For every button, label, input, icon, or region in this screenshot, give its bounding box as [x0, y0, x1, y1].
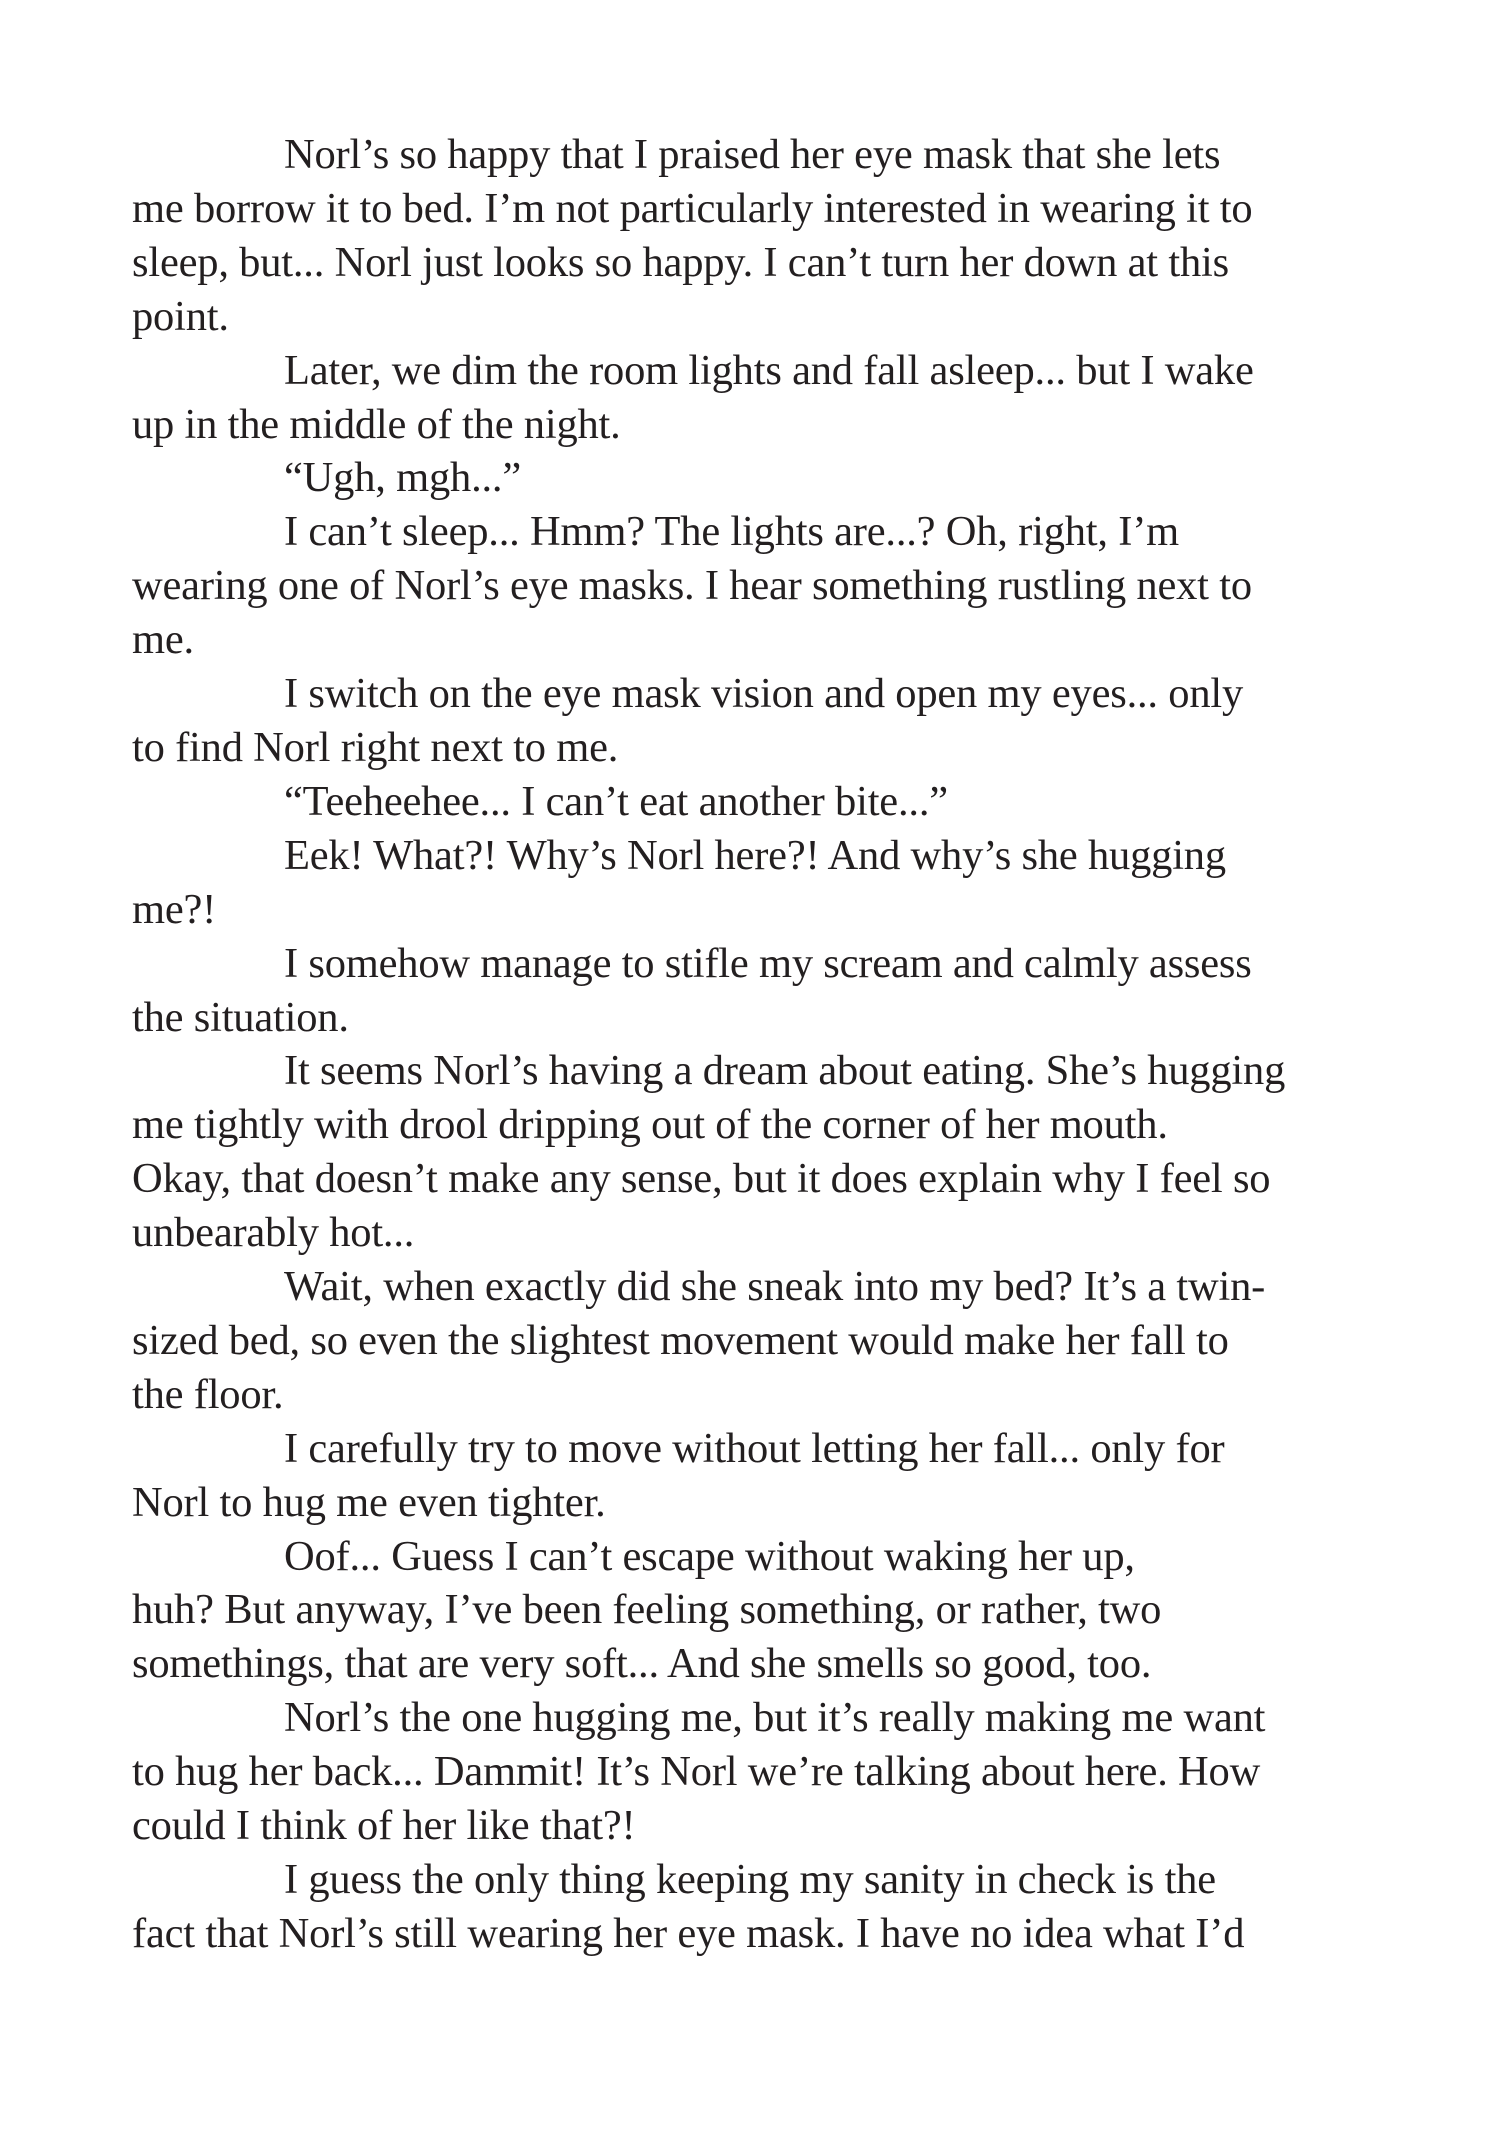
text-line: me?! [132, 885, 217, 933]
paragraph [132, 344, 1392, 452]
text-line: “Ugh, mgh...” [284, 454, 522, 502]
text-line: I switch on the eye mask vision and open my eyes... only [284, 670, 1244, 718]
text-line: the floor. [132, 1370, 284, 1418]
paragraph [132, 505, 1392, 667]
text-line: fact that Norl’s still wearing her eye mask. I have no idea what I’d [132, 1909, 1245, 1957]
text-line: me. [132, 616, 194, 664]
text-line: Later, we dim the room lights and fall asleep... but I wake [284, 346, 1254, 394]
text-line: Wait, when exactly did she sneak into my bed? It’s a twin- [284, 1263, 1266, 1311]
paragraph [132, 1691, 1392, 1853]
text-line: I somehow manage to stifle my scream and calmly assess [284, 939, 1252, 987]
text-line: up in the middle of the night. [132, 400, 621, 448]
text-line: me tightly with drool dripping out of the corner of her mouth. [132, 1101, 1168, 1149]
paragraph [132, 451, 1392, 505]
text-line: somethings, that are very soft... And she smells so good, too. [132, 1640, 1152, 1688]
text-line: Norl to hug me even tighter. [132, 1478, 606, 1526]
text-line: Norl’s so happy that I praised her eye mask that she lets [284, 131, 1221, 178]
paragraph [132, 937, 1392, 1045]
text-line: point. [132, 292, 229, 340]
text-line: me borrow it to bed. I’m not particularly interested in wearing it to [132, 184, 1253, 232]
text-line: to find Norl right next to me. [132, 723, 619, 771]
paragraph [132, 1044, 1392, 1260]
paragraph [132, 128, 1392, 344]
body-text [132, 128, 1392, 1961]
paragraph [132, 1853, 1392, 1961]
text-line: I guess the only thing keeping my sanity in check is the [284, 1856, 1216, 1903]
text-line: Norl’s the one hugging me, but it’s really making me want [284, 1694, 1266, 1742]
text-line: sized bed, so even the slightest movement would make her fall to [132, 1316, 1229, 1364]
paragraph [132, 829, 1392, 937]
paragraph [132, 667, 1392, 775]
text-line: huh? But anyway, I’ve been feeling something, or rather, two [132, 1586, 1162, 1634]
text-line: to hug her back... Dammit! It’s Norl we’re talking about here. How [132, 1748, 1261, 1796]
text-line: wearing one of Norl’s eye masks. I hear something rustling next to [132, 562, 1252, 610]
text-line: sleep, but... Norl just looks so happy. I can’t turn her down at this [132, 238, 1229, 286]
paragraph [132, 1530, 1392, 1692]
text-line: Okay, that doesn’t make any sense, but it does explain why I feel so [132, 1155, 1271, 1203]
text-line: Oof... Guess I can’t escape without waking her up, [284, 1532, 1135, 1580]
paragraph [132, 1260, 1392, 1422]
text-line: unbearably hot... [132, 1209, 415, 1257]
paragraph [132, 1422, 1392, 1530]
text-line: I carefully try to move without letting her fall... only for [284, 1424, 1225, 1472]
text-line: I can’t sleep... Hmm? The lights are...? Oh, right, I’m [284, 508, 1180, 556]
text-line: Eek! What?! Why’s Norl here?! And why’s she hugging [284, 831, 1226, 879]
text-line: could I think of her like that?! [132, 1802, 636, 1850]
text-line: “Teeheehee... I can’t eat another bite...” [284, 777, 948, 825]
text-line: the situation. [132, 993, 349, 1041]
paragraph [132, 775, 1392, 829]
text-line: It seems Norl’s having a dream about eating. She’s hugging [284, 1047, 1286, 1095]
